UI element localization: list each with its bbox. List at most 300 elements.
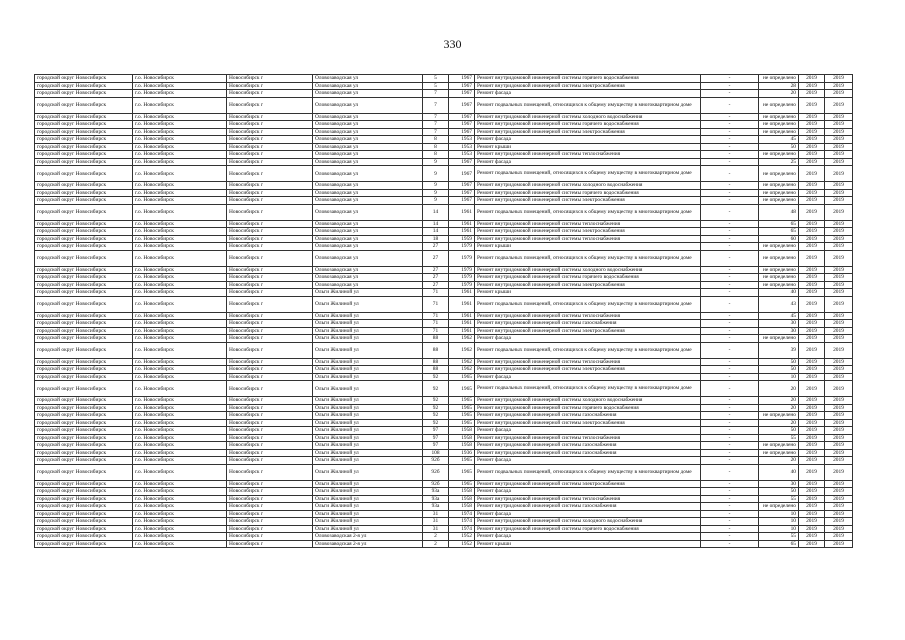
cell-house: 9 [423,197,449,205]
cell-okrug: г.о. Новосибирск [133,434,227,442]
cell-y1: 2019 [799,358,825,366]
table-row [35,136,853,144]
cell-work: Ремонт внутридомовой инженерной системы горячего водоснабжения [475,121,701,129]
cell-year: 1958 [449,442,475,450]
cell-year: 1961 [449,220,475,228]
cell-y2: 2019 [825,358,853,366]
cell-y1: 2019 [799,381,825,397]
cell-amount: не определено [759,121,799,129]
cell-street: Ольги Жилиной ул [313,320,423,328]
cell-city: Новосибирск г [227,274,313,282]
cell-work: Ремонт фасада [475,90,701,98]
cell-dash: - [701,358,759,366]
cell-street: Оловозаводская ул [313,151,423,159]
cell-amount: 30 [759,480,799,488]
cell-work: Ремонт фасада [475,510,701,518]
table-row [35,495,853,503]
cell-dash: - [701,342,759,358]
cell-street: Оловозаводская ул [313,243,423,251]
cell-district: городской округ Новосибирск [35,457,133,465]
cell-year: 1974 [449,525,475,533]
cell-district: городской округ Новосибирск [35,266,133,274]
cell-district: городской округ Новосибирск [35,128,133,136]
cell-house: 14 [423,204,449,220]
cell-year: 1953 [449,136,475,144]
cell-year: 1961 [449,320,475,328]
cell-street: Оловозаводская ул [313,166,423,182]
table-row [35,97,853,113]
table-row [35,121,853,129]
cell-dash: - [701,480,759,488]
cell-house: 97 [423,434,449,442]
table-row [35,266,853,274]
cell-y2: 2019 [825,243,853,251]
cell-year: 1967 [449,82,475,90]
cell-street: Оловозаводская ул [313,274,423,282]
cell-y2: 2019 [825,320,853,328]
cell-y1: 2019 [799,312,825,320]
cell-y2: 2019 [825,266,853,274]
cell-street: Ольги Жилиной ул [313,503,423,511]
cell-work: Ремонт подвальных помещений, относящихся к общему имуществу в многоквартирном доме [475,97,701,113]
cell-y1: 2019 [799,235,825,243]
cell-year: 1979 [449,250,475,266]
cell-dash: - [701,113,759,121]
cell-district: городской округ Новосибирск [35,495,133,503]
cell-house: 9 [423,158,449,166]
cell-okrug: г.о. Новосибирск [133,228,227,236]
cell-amount: не определено [759,75,799,83]
cell-okrug: г.о. Новосибирск [133,335,227,343]
cell-year: 1965 [449,464,475,480]
cell-street: Оловозаводская ул [313,250,423,266]
table-row [35,197,853,205]
cell-dash: - [701,220,759,228]
cell-y2: 2019 [825,289,853,297]
cell-work: Ремонт подвальных помещений, относящихся к общему имуществу в многоквартирном доме [475,342,701,358]
cell-dash: - [701,335,759,343]
cell-city: Новосибирск г [227,204,313,220]
cell-amount: 10 [759,525,799,533]
cell-city: Новосибирск г [227,166,313,182]
cell-work: Ремонт внутридомовой инженерной системы холодного водоснабжения [475,266,701,274]
cell-district: городской округ Новосибирск [35,335,133,343]
cell-dash: - [701,503,759,511]
cell-dash: - [701,366,759,374]
cell-city: Новосибирск г [227,250,313,266]
cell-district: городской округ Новосибирск [35,82,133,90]
cell-okrug: г.о. Новосибирск [133,235,227,243]
cell-y1: 2019 [799,488,825,496]
cell-okrug: г.о. Новосибирск [133,121,227,129]
cell-district: городской округ Новосибирск [35,136,133,144]
cell-city: Новосибирск г [227,518,313,526]
cell-city: Новосибирск г [227,327,313,335]
cell-amount: 40 [759,464,799,480]
cell-street: Ольги Жилиной ул [313,427,423,435]
cell-y2: 2019 [825,235,853,243]
cell-amount: 40 [759,289,799,297]
cell-house: 7 [423,121,449,129]
cell-district: городской округ Новосибирск [35,113,133,121]
cell-street: Оловозаводская ул [313,128,423,136]
table-row [35,434,853,442]
cell-city: Новосибирск г [227,381,313,397]
repair-registry-table [34,74,853,548]
cell-city: Новосибирск г [227,464,313,480]
cell-street: Ольги Жилиной ул [313,419,423,427]
cell-y1: 2019 [799,510,825,518]
cell-city: Новосибирск г [227,121,313,129]
cell-city: Новосибирск г [227,289,313,297]
cell-street: Оловозаводская ул [313,189,423,197]
cell-year: 1967 [449,197,475,205]
cell-city: Новосибирск г [227,335,313,343]
cell-y2: 2019 [825,373,853,381]
cell-y1: 2019 [799,82,825,90]
cell-amount: 10 [759,510,799,518]
cell-district: городской округ Новосибирск [35,480,133,488]
cell-city: Новосибирск г [227,503,313,511]
cell-dash: - [701,228,759,236]
cell-okrug: г.о. Новосибирск [133,136,227,144]
cell-street: Оловозаводская ул [313,228,423,236]
cell-dash: - [701,296,759,312]
cell-district: городской округ Новосибирск [35,151,133,159]
cell-amount: 10 [759,518,799,526]
cell-okrug: г.о. Новосибирск [133,82,227,90]
cell-year: 1958 [449,503,475,511]
cell-amount: 20 [759,397,799,405]
cell-okrug: г.о. Новосибирск [133,342,227,358]
cell-okrug: г.о. Новосибирск [133,533,227,541]
cell-y1: 2019 [799,533,825,541]
cell-y1: 2019 [799,373,825,381]
cell-work: Ремонт внутридомовой инженерной системы теплоснабжения [475,151,701,159]
table-row [35,151,853,159]
cell-house: 71 [423,289,449,297]
cell-dash: - [701,397,759,405]
cell-district: городской округ Новосибирск [35,97,133,113]
table-row [35,113,853,121]
cell-y2: 2019 [825,434,853,442]
cell-okrug: г.о. Новосибирск [133,540,227,548]
cell-dash: - [701,419,759,427]
cell-amount: не определено [759,442,799,450]
cell-y2: 2019 [825,97,853,113]
cell-street: Ольги Жилиной ул [313,510,423,518]
cell-y2: 2019 [825,510,853,518]
cell-okrug: г.о. Новосибирск [133,266,227,274]
cell-house: 27 [423,281,449,289]
cell-okrug: г.о. Новосибирск [133,143,227,151]
cell-dash: - [701,204,759,220]
cell-year: 1953 [449,143,475,151]
table-row [35,158,853,166]
cell-city: Новосибирск г [227,419,313,427]
cell-y1: 2019 [799,540,825,548]
table-row [35,358,853,366]
cell-district: городской округ Новосибирск [35,518,133,526]
cell-street: Ольги Жилиной ул [313,366,423,374]
cell-year: 1979 [449,243,475,251]
cell-y1: 2019 [799,442,825,450]
table-row [35,289,853,297]
cell-street: Оловозаводская ул [313,90,423,98]
cell-y2: 2019 [825,464,853,480]
cell-city: Новосибирск г [227,266,313,274]
cell-year: 1965 [449,373,475,381]
cell-y1: 2019 [799,274,825,282]
cell-y2: 2019 [825,250,853,266]
cell-city: Новосибирск г [227,412,313,420]
cell-okrug: г.о. Новосибирск [133,327,227,335]
cell-year: 1952 [449,540,475,548]
cell-dash: - [701,412,759,420]
cell-street: Ольги Жилиной ул [313,449,423,457]
cell-dash: - [701,151,759,159]
cell-dash: - [701,121,759,129]
cell-y2: 2019 [825,182,853,190]
cell-work: Ремонт внутридомовой инженерной системы горячего водоснабжения [475,404,701,412]
cell-y1: 2019 [799,128,825,136]
cell-okrug: г.о. Новосибирск [133,274,227,282]
cell-district: городской округ Новосибирск [35,121,133,129]
cell-year: 1965 [449,419,475,427]
cell-y2: 2019 [825,113,853,121]
cell-okrug: г.о. Новосибирск [133,97,227,113]
cell-city: Новосибирск г [227,404,313,412]
cell-y1: 2019 [799,503,825,511]
cell-work: Ремонт внутридомовой инженерной системы электроснабжения [475,82,701,90]
cell-district: городской округ Новосибирск [35,373,133,381]
cell-district: городской округ Новосибирск [35,404,133,412]
cell-y1: 2019 [799,75,825,83]
cell-y2: 2019 [825,151,853,159]
cell-okrug: г.о. Новосибирск [133,250,227,266]
cell-amount: 50 [759,366,799,374]
cell-year: 1965 [449,412,475,420]
cell-okrug: г.о. Новосибирск [133,220,227,228]
cell-city: Новосибирск г [227,75,313,83]
cell-street: Ольги Жилиной ул [313,373,423,381]
cell-dash: - [701,449,759,457]
cell-y2: 2019 [825,457,853,465]
cell-dash: - [701,189,759,197]
table-row [35,342,853,358]
cell-amount: 39 [759,342,799,358]
cell-amount: 20 [759,457,799,465]
cell-street: Ольги Жилиной ул [313,480,423,488]
cell-work: Ремонт внутридомовой инженерной системы электроснабжения [475,480,701,488]
cell-y1: 2019 [799,166,825,182]
table-row [35,397,853,405]
cell-y1: 2019 [799,320,825,328]
cell-work: Ремонт внутридомовой инженерной системы электроснабжения [475,197,701,205]
cell-y1: 2019 [799,419,825,427]
cell-year: 1936 [449,449,475,457]
cell-district: городской округ Новосибирск [35,510,133,518]
cell-y2: 2019 [825,442,853,450]
cell-dash: - [701,82,759,90]
cell-amount: не определено [759,281,799,289]
cell-street: Оловозаводская ул [313,143,423,151]
cell-street: Ольги Жилиной ул [313,312,423,320]
cell-dash: - [701,250,759,266]
cell-y1: 2019 [799,427,825,435]
cell-work: Ремонт внутридомовой инженерной системы электроснабжения [475,366,701,374]
cell-work: Ремонт внутридомовой инженерной системы теплоснабжения [475,220,701,228]
cell-work: Ремонт крыши [475,289,701,297]
cell-house: 14 [423,220,449,228]
cell-district: городской округ Новосибирск [35,381,133,397]
cell-dash: - [701,182,759,190]
table-row [35,243,853,251]
cell-city: Новосибирск г [227,397,313,405]
cell-okrug: г.о. Новосибирск [133,158,227,166]
cell-district: городской округ Новосибирск [35,533,133,541]
table-row [35,503,853,511]
cell-dash: - [701,373,759,381]
cell-house: 93а [423,488,449,496]
cell-year: 1958 [449,495,475,503]
cell-y2: 2019 [825,381,853,397]
cell-okrug: г.о. Новосибирск [133,90,227,98]
cell-city: Новосибирск г [227,488,313,496]
cell-y2: 2019 [825,397,853,405]
cell-year: 1958 [449,427,475,435]
cell-house: 71 [423,296,449,312]
cell-work: Ремонт подвальных помещений, относящихся к общему имуществу в многоквартирном доме [475,204,701,220]
cell-house: 92 [423,419,449,427]
cell-work: Ремонт подвальных помещений, относящихся к общему имуществу в многоквартирном доме [475,464,701,480]
cell-okrug: г.о. Новосибирск [133,495,227,503]
cell-city: Новосибирск г [227,82,313,90]
cell-dash: - [701,136,759,144]
table-row [35,373,853,381]
cell-amount: 65 [759,228,799,236]
cell-work: Ремонт фасада [475,427,701,435]
cell-okrug: г.о. Новосибирск [133,510,227,518]
cell-year: 1958 [449,488,475,496]
table-row [35,366,853,374]
cell-y1: 2019 [799,495,825,503]
cell-y1: 2019 [799,434,825,442]
cell-city: Новосибирск г [227,533,313,541]
cell-work: Ремонт внутридомовой инженерной системы газоснабжения [475,412,701,420]
cell-street: Оловозаводская ул [313,113,423,121]
cell-year: 1961 [449,289,475,297]
cell-district: городской округ Новосибирск [35,204,133,220]
cell-okrug: г.о. Новосибирск [133,488,227,496]
cell-house: 5 [423,75,449,83]
table-row [35,82,853,90]
cell-dash: - [701,166,759,182]
cell-okrug: г.о. Новосибирск [133,320,227,328]
table-row [35,182,853,190]
cell-y2: 2019 [825,488,853,496]
cell-work: Ремонт крыши [475,143,701,151]
cell-work: Ремонт внутридомовой инженерной системы горячего водоснабжения [475,75,701,83]
cell-district: городской округ Новосибирск [35,327,133,335]
cell-y2: 2019 [825,197,853,205]
cell-year: 1967 [449,128,475,136]
cell-okrug: г.о. Новосибирск [133,113,227,121]
cell-district: городской округ Новосибирск [35,166,133,182]
cell-amount: 48 [759,204,799,220]
cell-amount: 30 [759,320,799,328]
cell-street: Ольги Жилиной ул [313,412,423,420]
cell-street: Оловозаводская 2-я ул [313,533,423,541]
cell-district: городской округ Новосибирск [35,90,133,98]
cell-y1: 2019 [799,151,825,159]
cell-house: 92 [423,404,449,412]
cell-amount: 20 [759,404,799,412]
cell-year: 1967 [449,75,475,83]
cell-okrug: г.о. Новосибирск [133,397,227,405]
cell-street: Ольги Жилиной ул [313,327,423,335]
cell-district: городской округ Новосибирск [35,320,133,328]
cell-year: 1965 [449,381,475,397]
cell-street: Оловозаводская ул [313,158,423,166]
cell-amount: не определено [759,166,799,182]
cell-dash: - [701,274,759,282]
cell-okrug: г.о. Новосибирск [133,419,227,427]
cell-street: Ольги Жилиной ул [313,434,423,442]
table-row [35,274,853,282]
cell-dash: - [701,320,759,328]
cell-y1: 2019 [799,158,825,166]
cell-work: Ремонт внутридомовой инженерной системы теплоснабжения [475,312,701,320]
table-row [35,510,853,518]
cell-district: городской округ Новосибирск [35,312,133,320]
cell-okrug: г.о. Новосибирск [133,151,227,159]
cell-work: Ремонт внутридомовой инженерной системы теплоснабжения [475,235,701,243]
cell-amount: 55 [759,434,799,442]
cell-street: Оловозаводская ул [313,136,423,144]
cell-y1: 2019 [799,197,825,205]
cell-house: 88 [423,366,449,374]
cell-house: 88 [423,358,449,366]
cell-street: Ольги Жилиной ул [313,464,423,480]
cell-y2: 2019 [825,533,853,541]
cell-dash: - [701,266,759,274]
cell-work: Ремонт фасада [475,158,701,166]
cell-work: Ремонт внутридомовой инженерной системы холодного водоснабжения [475,113,701,121]
cell-city: Новосибирск г [227,312,313,320]
cell-house: 92 [423,373,449,381]
table-row [35,166,853,182]
cell-amount: 55 [759,495,799,503]
cell-year: 1961 [449,296,475,312]
cell-year: 1974 [449,510,475,518]
cell-year: 1967 [449,97,475,113]
cell-y2: 2019 [825,143,853,151]
cell-house: 9 [423,166,449,182]
cell-street: Ольги Жилиной ул [313,335,423,343]
cell-y1: 2019 [799,182,825,190]
cell-y2: 2019 [825,312,853,320]
cell-amount: не определено [759,151,799,159]
cell-dash: - [701,434,759,442]
cell-okrug: г.о. Новосибирск [133,518,227,526]
cell-y2: 2019 [825,366,853,374]
table-row [35,525,853,533]
cell-city: Новосибирск г [227,495,313,503]
cell-city: Новосибирск г [227,457,313,465]
cell-amount: не определено [759,266,799,274]
cell-year: 1965 [449,397,475,405]
